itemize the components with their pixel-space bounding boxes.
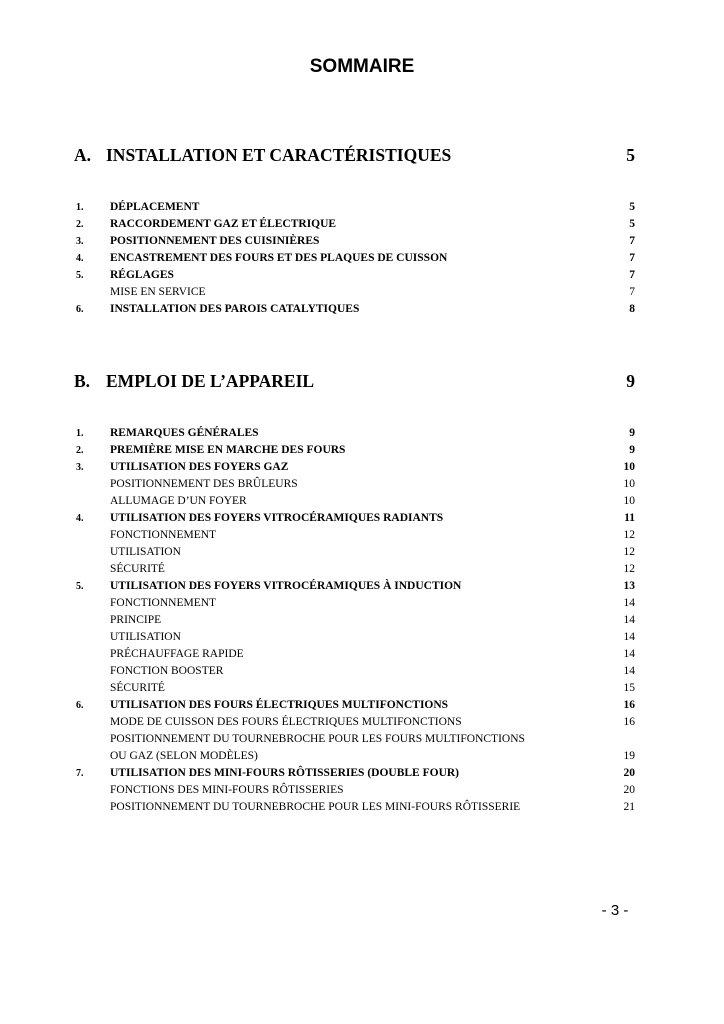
toc-entry-label: UTILISATION — [110, 631, 181, 643]
toc-entry-page: 7 — [629, 252, 635, 264]
toc-entry-label: SÉCURITÉ — [110, 563, 165, 575]
toc-entry-number: 5. — [76, 270, 84, 281]
toc-entry — [74, 250, 635, 267]
toc-entry-label: PRINCIPE — [110, 614, 162, 626]
toc-entry — [74, 714, 635, 731]
toc-entry-label: DÉPLACEMENT — [110, 201, 200, 213]
toc-entry — [74, 748, 635, 765]
toc-entry-label: PREMIÈRE MISE EN MARCHE DES FOURS — [110, 444, 346, 456]
toc-entry-page: 5 — [629, 201, 635, 213]
toc-entry — [74, 561, 635, 578]
toc-entry-number: 1. — [76, 202, 84, 213]
toc-entry-label: ENCASTREMENT DES FOURS ET DES PLAQUES DE CUISSON — [110, 252, 448, 264]
toc-entry-page: 11 — [624, 512, 635, 524]
section-b-entries — [74, 425, 635, 816]
page-number: - 3 - — [601, 902, 629, 919]
toc-entry-page: 10 — [623, 495, 635, 507]
toc-entry-page: 14 — [623, 597, 635, 609]
toc-entry — [74, 442, 635, 459]
toc-entry-number: 4. — [76, 513, 84, 524]
toc-entry-page: 5 — [629, 218, 635, 230]
toc-entry-label: UTILISATION DES FOYERS VITROCÉRAMIQUES RADIANTS — [110, 512, 444, 524]
toc-entry-page: 12 — [623, 546, 635, 558]
toc-entry-page: 7 — [629, 235, 635, 247]
toc-entry — [74, 629, 635, 646]
toc-entry — [74, 544, 635, 561]
section-title: EMPLOI DE L’APPAREIL — [106, 371, 315, 391]
toc-entry — [74, 697, 635, 714]
toc-entry-number: 3. — [76, 236, 84, 247]
toc-entry-label: MISE EN SERVICE — [110, 286, 206, 298]
toc-entry-label: UTILISATION DES FOURS ÉLECTRIQUES MULTIFONCTIONS — [110, 699, 449, 711]
toc-entry-page: 20 — [623, 767, 635, 779]
toc-entry-page: 14 — [623, 631, 635, 643]
toc-entry-label: POSITIONNEMENT DES CUISINIÈRES — [110, 235, 320, 247]
toc-entry-page: 10 — [623, 478, 635, 490]
toc-entry — [74, 578, 635, 595]
toc-entry — [74, 731, 635, 748]
toc-entry-label: FONCTIONNEMENT — [110, 529, 217, 541]
toc-entry-page: 14 — [623, 665, 635, 677]
toc-entry — [74, 267, 635, 284]
toc-entry-number: 2. — [76, 219, 84, 230]
section-a-entries — [74, 199, 635, 318]
toc-entry-label: POSITIONNEMENT DU TOURNEBROCHE POUR LES FOURS MULTIFONCTIONS — [110, 733, 525, 745]
toc-entry-page: 16 — [623, 699, 635, 711]
toc-entry — [74, 216, 635, 233]
toc-entry-label: REMARQUES GÉNÉRALES — [110, 427, 259, 439]
toc-entry-page: 9 — [629, 427, 635, 439]
toc-entry-label: UTILISATION — [110, 546, 181, 558]
toc-entry-page: 8 — [629, 303, 635, 315]
toc-entry-page: 12 — [623, 563, 635, 575]
toc-entry-label: UTILISATION DES FOYERS GAZ — [110, 461, 289, 473]
toc-entry-page: 21 — [623, 801, 635, 813]
toc-entry-label: RÉGLAGES — [110, 269, 174, 281]
toc-entry-number: 7. — [76, 768, 84, 779]
toc-entry — [74, 680, 635, 697]
toc-entry — [74, 663, 635, 680]
toc-entry — [74, 782, 635, 799]
toc-entry-page: 7 — [629, 286, 635, 298]
toc-entry-number: 6. — [76, 304, 84, 315]
toc-entry — [74, 233, 635, 250]
toc-entry — [74, 527, 635, 544]
toc-entry-page: 12 — [623, 529, 635, 541]
toc-entry-label: POSITIONNEMENT DU TOURNEBROCHE POUR LES MINI-FOURS RÔTISSERIE — [110, 801, 521, 813]
toc-entry — [74, 476, 635, 493]
section-title: INSTALLATION ET CARACTÉRISTIQUES — [106, 145, 452, 165]
toc-entry-label: UTILISATION DES MINI-FOURS RÔTISSERIES (DOUBLE FOUR) — [110, 767, 460, 779]
toc-entry — [74, 612, 635, 629]
toc-entry-page: 14 — [623, 648, 635, 660]
toc-entry-label: ALLUMAGE D’UN FOYER — [110, 495, 247, 507]
toc-entry-label: FONCTIONNEMENT — [110, 597, 217, 609]
toc-entry-number: 2. — [76, 445, 84, 456]
toc-entry-number: 1. — [76, 428, 84, 439]
toc-entry — [74, 799, 635, 816]
toc-entry-number: 5. — [76, 581, 84, 592]
section-letter: A. — [74, 145, 92, 165]
toc-entry-number: 3. — [76, 462, 84, 473]
toc-entry-label: OU GAZ (SELON MODÈLES) — [110, 750, 258, 762]
toc-entry-label: POSITIONNEMENT DES BRÛLEURS — [110, 478, 298, 490]
toc-entry-page: 10 — [623, 461, 635, 473]
toc-entry-page: 16 — [623, 716, 635, 728]
toc-entry-label: RACCORDEMENT GAZ ET ÉLECTRIQUE — [110, 218, 337, 230]
toc-entry-label: UTILISATION DES FOYERS VITROCÉRAMIQUES À INDUCTION — [110, 580, 462, 592]
toc-entry-page: 19 — [623, 750, 635, 762]
toc-entry — [74, 595, 635, 612]
toc-entry-label: MODE DE CUISSON DES FOURS ÉLECTRIQUES MULTIFONCTIONS — [110, 716, 462, 728]
toc-entry — [74, 284, 635, 301]
section-page-number: 9 — [626, 371, 635, 391]
toc-entry-page: 15 — [623, 682, 635, 694]
toc-entry-label: INSTALLATION DES PAROIS CATALYTIQUES — [110, 303, 360, 315]
toc-entry-label: PRÉCHAUFFAGE RAPIDE — [110, 648, 244, 660]
toc-entry-page: 7 — [629, 269, 635, 281]
toc-entry-label: SÉCURITÉ — [110, 682, 165, 694]
toc-entry — [74, 199, 635, 216]
section-letter: B. — [74, 371, 91, 391]
page-title: SOMMAIRE — [309, 56, 415, 77]
toc-entry-page: 14 — [623, 614, 635, 626]
toc-entry-number: 4. — [76, 253, 84, 264]
toc-entry-page: 20 — [623, 784, 635, 796]
toc-entry-label: FONCTION BOOSTER — [110, 665, 224, 677]
toc-entry-label: FONCTIONS DES MINI-FOURS RÔTISSERIES — [110, 784, 344, 796]
toc-entry — [74, 510, 635, 527]
toc-entry — [74, 765, 635, 782]
toc-entry — [74, 646, 635, 663]
toc-entry-page: 9 — [629, 444, 635, 456]
toc-entry — [74, 493, 635, 510]
toc-entry — [74, 459, 635, 476]
toc-entry-page: 13 — [623, 580, 635, 592]
toc-entry — [74, 425, 635, 442]
toc-entry-number: 6. — [76, 700, 84, 711]
section-page-number: 5 — [626, 145, 635, 165]
toc-entry — [74, 301, 635, 318]
